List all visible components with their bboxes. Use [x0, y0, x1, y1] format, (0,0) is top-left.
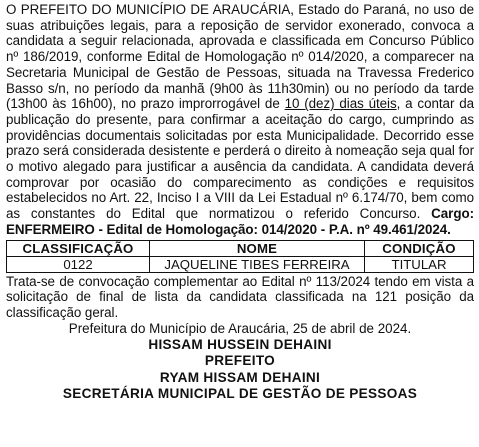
table-header-row [7, 240, 474, 256]
body-text-2: , a contar da publicação do presente, para confirmar a aceitação do cargo, cumprindo as providências documentais solicitadas por esta Municipalidade. Decorrido esse prazo será considerada desistente e perderá o direito à nomeação seja qual for o motivo alegado para justificar a ausência da candidata. A candidata deverá comprovar por ocasião do comparecimento as condições e requisitos estabelecidos no Art. 22, Inciso I a VIII da Lei Estadual nº 6.174/70, bem como as constantes do Edital que normatizou o referido Concurso. [6, 96, 475, 222]
body-text-1: , Estado do Paraná, no uso de suas atribuições legais, para a reposição de servidor exonerado, convoca a candidata a seguir relacionada, aprovada e classificada em Concurso Público nº 186/2019, conforme Edital de Homologação nº 014/2020, a comparecer na Secretaria Municipal de Gestão de Pessoas, situada na Travessa Frederico Basso s/n, no período da manhã (9h00 às 11h30min) ou no período da tarde (13h00 às 16h00), no prazo improrrogável de [6, 2, 474, 112]
convocation-paragraph [6, 2, 474, 238]
cell-classification: 0122 [7, 256, 150, 272]
cell-condition: TITULAR [365, 256, 474, 272]
classification-table [6, 240, 474, 273]
header-classification: CLASSIFICAÇÃO [7, 240, 150, 256]
note-paragraph: Trata-se de convocação complementar ao Edital nº 113/2024 tendo em vista a solicitação de final de lista da candidata classificada na 121 posição da classificação geral. [6, 273, 474, 320]
issuer-heading: O PREFEITO DO MUNICÍPIO DE ARAUCÁRIA [6, 2, 291, 17]
header-condition: CONDIÇÃO [365, 240, 474, 256]
dateline: Prefeitura do Município de Araucária, 25 de abril de 2024. [68, 320, 412, 336]
signer-name-1: HISSAM HUSSEIN DEHAINI [148, 336, 332, 352]
signer-role-1: PREFEITO [204, 353, 276, 369]
deadline-text: 10 (dez) dias úteis [284, 96, 397, 112]
header-name: NOME [150, 240, 365, 256]
cargo-line: Cargo: ENFERMEIRO - Edital de Homologação: 014/2020 - P.A. nº 49.461/2024. [6, 206, 474, 237]
table-row [7, 256, 474, 272]
cell-name: JAQUELINE TIBES FERREIRA [150, 256, 365, 272]
signer-name-2: RYAM HISSAM DEHAINI [159, 369, 321, 385]
signer-role-2: SECRETÁRIA MUNICIPAL DE GESTÃO DE PESSOAS [62, 386, 418, 402]
